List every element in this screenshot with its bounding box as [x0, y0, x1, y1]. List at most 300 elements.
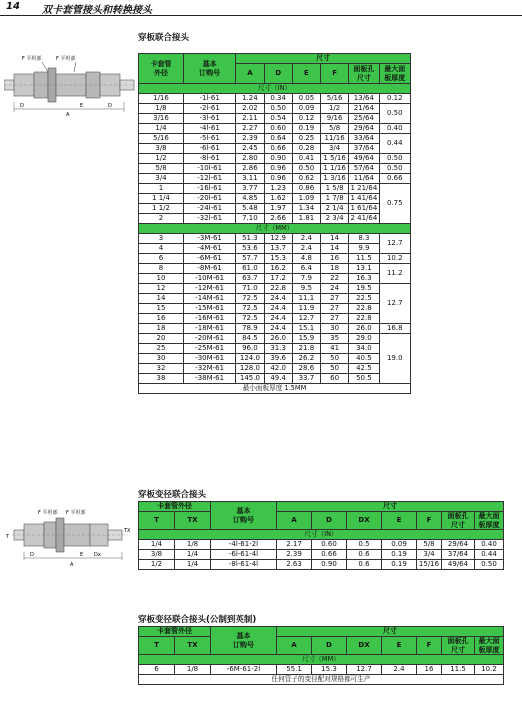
max-thickness-cell: 0.44: [379, 134, 410, 154]
table-row: [139, 324, 411, 334]
table-cell: 1/4: [175, 560, 211, 570]
table-cell: 28.6: [292, 364, 320, 374]
table-cell: 33/64: [349, 134, 379, 144]
table-cell: 9.9: [349, 244, 379, 254]
header-dx: DX: [347, 637, 382, 655]
header-t: T: [139, 512, 175, 530]
header-tx: TX: [175, 512, 211, 530]
header-e: E: [382, 637, 417, 655]
table-cell: 30: [139, 354, 184, 364]
table-cell: 29/64: [442, 540, 475, 550]
table-row: [139, 364, 411, 374]
table-cell: 2.45: [236, 144, 264, 154]
table-cell: 16: [320, 254, 348, 264]
table-cell: 27: [320, 294, 348, 304]
table-cell: 71.0: [236, 284, 264, 294]
table-cell: 1 21/64: [350, 184, 378, 192]
table-cell: -14M-61: [183, 294, 235, 304]
header-hole-size: 面板孔 尺寸: [442, 637, 475, 655]
table-cell: 124.0: [236, 354, 264, 364]
table-cell: 3/4: [320, 144, 348, 154]
table-cell: 22.8: [264, 284, 292, 294]
diagram-label-e: E: [80, 103, 84, 109]
diagram2-label-t: T: [6, 534, 10, 540]
table-cell: -20l-61: [183, 194, 235, 204]
header-size: 尺寸: [277, 627, 504, 637]
header-f: F: [417, 637, 442, 655]
max-thickness-cell: 12.7: [379, 234, 410, 254]
table-cell: -8l-61: [183, 154, 235, 164]
table-cell: 13/64: [349, 94, 379, 104]
table-cell: -6l-61-4l: [211, 550, 277, 560]
diagram2-label-tx: TX: [124, 528, 131, 534]
table-cell: -5l-61: [183, 134, 235, 144]
table-cell: 2.39: [236, 134, 264, 144]
table-cell: 0.44: [475, 550, 504, 560]
table-cell: 1/8: [139, 104, 184, 114]
table-cell: 2.80: [236, 154, 264, 164]
header-max-thickness: 最大面 板厚度: [475, 637, 504, 655]
table-cell: -10l-61: [183, 164, 235, 174]
table-row: [139, 254, 411, 264]
table-cell: 0.50: [292, 164, 320, 174]
table-cell: 11.9: [292, 304, 320, 314]
table-cell: 8.3: [349, 234, 379, 244]
table-cell: 15.3: [312, 665, 347, 675]
table-cell: 1 1/16: [320, 164, 348, 174]
reducing-bulkhead-union-diagram: [4, 508, 136, 568]
table-cell: 40.5: [349, 354, 379, 364]
table-cell: 26.0: [264, 334, 292, 344]
table-cell: 0.05: [292, 94, 320, 104]
table-cell: 55.1: [277, 665, 312, 675]
header-order-number: 基本 订购号: [211, 627, 277, 655]
header-f: F: [417, 512, 442, 530]
table-cell: 0.96: [264, 164, 292, 174]
table-cell: 11.5: [349, 254, 379, 264]
diagram2-label-dx: Dx: [94, 552, 101, 558]
diagram2-label-e: E: [80, 552, 84, 558]
table-cell: 1.62: [264, 194, 292, 204]
table-cell: 61.0: [236, 264, 264, 274]
table-cell: 20: [139, 334, 184, 344]
header-row: [139, 54, 411, 64]
table-row: [139, 94, 411, 104]
max-thickness-cell: 10.2: [379, 254, 410, 264]
table-cell: 24.4: [264, 294, 292, 304]
header-tube-od: 卡套管外径: [139, 502, 211, 512]
table-cell: 1 7/8: [320, 194, 348, 204]
table-cell: 49/64: [442, 560, 475, 570]
table-cell: 145.0: [236, 374, 264, 384]
table-cell: 21/64: [349, 104, 379, 114]
table-cell: 0.60: [264, 124, 292, 134]
table-row: [139, 344, 411, 354]
table-cell: 2.02: [236, 104, 264, 114]
table-cell: 16.2: [264, 264, 292, 274]
table-cell: 12: [139, 284, 184, 294]
header-f: F: [320, 64, 348, 84]
max-thickness-cell: 0.40: [379, 124, 410, 134]
table-cell: 1/8: [175, 540, 211, 550]
table-cell: 16.3: [349, 274, 379, 284]
table-cell: 1/4: [175, 550, 211, 560]
table-cell: -16M-61: [183, 314, 235, 324]
table-cell: 1.23: [264, 184, 292, 194]
table-cell: -6M-61-2l: [211, 665, 277, 675]
table-cell: -12M-61: [183, 284, 235, 294]
table-cell: 15.9: [292, 334, 320, 344]
table-cell: 84.5: [236, 334, 264, 344]
table-cell: 25/64: [349, 114, 379, 124]
unit-row: [139, 530, 504, 540]
table-cell: 2 41/64: [350, 214, 378, 222]
table-cell: 4: [139, 244, 184, 254]
table-cell: 29/64: [349, 124, 379, 134]
footnote: 最小面板厚度 1.5MM: [139, 384, 411, 394]
unit-label: 尺寸（MM）: [139, 655, 504, 665]
table-cell: 1/2: [139, 560, 175, 570]
table-row: [139, 164, 411, 174]
table-cell: 22.5: [349, 294, 379, 304]
table-cell: 0.66: [312, 550, 347, 560]
table-cell: 0.96: [264, 174, 292, 184]
table-cell: 57.7: [236, 254, 264, 264]
table-cell: 11/64: [349, 174, 379, 184]
table-cell: 72.5: [236, 304, 264, 314]
table-cell: 16: [417, 665, 442, 675]
unit-row: [139, 84, 411, 94]
table-cell: 50: [320, 364, 348, 374]
table-cell: 1.24: [236, 94, 264, 104]
table-cell: 0.50: [264, 104, 292, 114]
table-cell: 2: [139, 214, 184, 224]
table-cell: 72.5: [236, 314, 264, 324]
table-cell: 8: [139, 264, 184, 274]
table-cell: 1 3/16: [320, 174, 348, 184]
max-thickness-cell: 11.2: [379, 264, 410, 284]
table-row: [139, 274, 411, 284]
table-cell: 14: [320, 234, 348, 244]
table-cell: 21.8: [292, 344, 320, 354]
header-tx: TX: [175, 637, 211, 655]
table-cell: -32l-61: [183, 214, 235, 224]
table-cell: 2.63: [277, 560, 312, 570]
table-cell: 6: [139, 665, 175, 675]
table-cell: 72.5: [236, 294, 264, 304]
table-cell: -20M-61: [183, 334, 235, 344]
table-cell: 37/64: [349, 144, 379, 154]
table-cell: 37/64: [442, 550, 475, 560]
table-cell: 19.5: [349, 284, 379, 294]
table-cell: 128.0: [236, 364, 264, 374]
footnote: 任何管子的变径配对规格都可生产: [139, 675, 504, 685]
table-row: [139, 104, 411, 114]
table-cell: 1/4: [139, 124, 184, 134]
table-cell: 3/4: [139, 174, 184, 184]
table-cell: 1/16: [139, 94, 184, 104]
diagram-label-flat-2: F 平坦部: [56, 56, 76, 62]
footnote-row: [139, 675, 504, 685]
table-cell: 3.11: [236, 174, 264, 184]
header-size: 尺寸: [277, 502, 504, 512]
diagram2-label-flat-2: F 平坦部: [66, 510, 86, 516]
table-cell: 0.90: [312, 560, 347, 570]
section2-table: [138, 501, 504, 570]
table-cell: -3l-61: [183, 114, 235, 124]
table-cell: -24l-61: [183, 204, 235, 214]
header-hole-size: 面板孔 尺寸: [349, 64, 379, 84]
table-cell: 2 1/4: [320, 204, 348, 214]
table-row: [139, 550, 504, 560]
page-number: 14: [6, 1, 20, 12]
table-row: [139, 114, 411, 124]
table-cell: -3M-61: [183, 234, 235, 244]
header-t: T: [139, 637, 175, 655]
table-cell: 2.39: [277, 550, 312, 560]
table-cell: 1/2: [320, 104, 348, 114]
table-row: [139, 304, 411, 314]
table-cell: 4.85: [236, 194, 264, 204]
table-cell: 49/64: [349, 154, 379, 164]
table-cell: 32: [139, 364, 184, 374]
header-hole-size: 面板孔 尺寸: [442, 512, 475, 530]
table-cell: 41: [320, 344, 348, 354]
table-cell: -4l-61: [183, 124, 235, 134]
table-row: [139, 540, 504, 550]
table-cell: 0.41: [292, 154, 320, 164]
header-tube-od: 卡套管外径: [139, 627, 211, 637]
table-cell: 24.4: [264, 324, 292, 334]
diagram-label-d2: D: [108, 103, 112, 109]
table-cell: -30M-61: [183, 354, 235, 364]
table-cell: 38: [139, 374, 184, 384]
max-thickness-cell: 0.75: [379, 184, 410, 224]
header-row: [139, 502, 504, 512]
header-d: D: [312, 512, 347, 530]
table-cell: 3.77: [236, 184, 264, 194]
header-a: A: [236, 64, 264, 84]
table-cell: 2.4: [292, 234, 320, 244]
table-cell: 5/8: [139, 164, 184, 174]
table-cell: 12.7: [347, 665, 382, 675]
header-d: D: [264, 64, 292, 84]
table-cell: 0.34: [264, 94, 292, 104]
table-row: [139, 560, 504, 570]
unit-label: 尺寸（IN）: [139, 84, 411, 94]
table-cell: 14: [320, 244, 348, 254]
table-cell: 49.4: [264, 374, 292, 384]
table-cell: 13.7: [264, 244, 292, 254]
table-cell: -32M-61: [183, 364, 235, 374]
table-row: [139, 294, 411, 304]
diagram2-label-a: A: [70, 562, 74, 568]
max-thickness-cell: 16.8: [379, 324, 410, 334]
table-cell: 3/8: [139, 550, 175, 560]
table-cell: 7.10: [236, 214, 264, 224]
table-cell: 5/8: [320, 124, 348, 134]
table-cell: 96.0: [236, 344, 264, 354]
table-row: [139, 214, 411, 224]
header-order-number: 基本 订购号: [183, 54, 235, 84]
unit-row: [139, 655, 504, 665]
table-cell: 6.4: [292, 264, 320, 274]
section1-table: [138, 53, 411, 394]
diagram-label-d1: D: [20, 103, 24, 109]
table-cell: -4M-61: [183, 244, 235, 254]
table-cell: 24.4: [264, 314, 292, 324]
table-cell: -6l-61: [183, 144, 235, 154]
table-cell: 78.9: [236, 324, 264, 334]
unit-label: 尺寸（IN）: [139, 530, 504, 540]
max-thickness-cell: 0.66: [379, 174, 410, 184]
table-row: [139, 374, 411, 384]
table-cell: 3/8: [139, 144, 184, 154]
diagram-label-a: A: [66, 112, 70, 118]
table-cell: 53.6: [236, 244, 264, 254]
table-row: [139, 184, 411, 194]
table-cell: 42.5: [349, 364, 379, 374]
table-cell: 0.50: [475, 560, 504, 570]
table-cell: 5/16: [139, 134, 184, 144]
diagram2-label-d: D: [30, 552, 34, 558]
table-cell: 1: [139, 184, 184, 194]
table-cell: 2.4: [292, 244, 320, 254]
table-cell: 11.1: [292, 294, 320, 304]
table-cell: 10: [139, 274, 184, 284]
table-cell: 33.7: [292, 374, 320, 384]
table-cell: 1 61/64: [350, 204, 378, 212]
table-cell: -38M-61: [183, 374, 235, 384]
table-cell: 15.1: [292, 324, 320, 334]
table-cell: 18: [320, 264, 348, 274]
table-cell: 2.17: [277, 540, 312, 550]
table-cell: 11/16: [320, 134, 348, 144]
diagram2-label-flat-1: F 平坦部: [38, 510, 58, 516]
table-cell: -10M-61: [183, 274, 235, 284]
page-title: 双卡套管接头和转换接头: [42, 5, 152, 16]
table-cell: 51.3: [236, 234, 264, 244]
table-cell: 39.6: [264, 354, 292, 364]
section3-table: [138, 626, 504, 685]
unit-label: 尺寸（MM）: [139, 224, 411, 234]
table-cell: -12l-61: [183, 174, 235, 184]
table-row: [139, 665, 504, 675]
table-cell: 29.0: [349, 334, 379, 344]
table-row: [139, 264, 411, 274]
table-cell: 63.7: [236, 274, 264, 284]
header-d: D: [312, 637, 347, 655]
table-cell: 1 5/8: [320, 184, 348, 194]
table-cell: 35: [320, 334, 348, 344]
table-cell: 15/16: [417, 560, 442, 570]
table-cell: 26.2: [292, 354, 320, 364]
table-cell: 13.1: [349, 264, 379, 274]
table-cell: 0.5: [347, 540, 382, 550]
table-cell: 5/16: [320, 94, 348, 104]
header-order-number: 基本 订购号: [211, 502, 277, 530]
table-cell: 1.81: [292, 214, 320, 224]
table-cell: -16l-61: [183, 184, 235, 194]
table-cell: 1/4: [139, 540, 175, 550]
footnote-row: [139, 384, 411, 394]
table-row: [139, 284, 411, 294]
table-cell: 31.3: [264, 344, 292, 354]
table-cell: 22: [320, 274, 348, 284]
table-cell: 2.86: [236, 164, 264, 174]
bulkhead-union-diagram: [4, 52, 136, 118]
table-cell: 27: [320, 304, 348, 314]
table-row: [139, 314, 411, 324]
table-cell: -18M-61: [183, 324, 235, 334]
table-cell: 15: [139, 304, 184, 314]
table-cell: -15M-61: [183, 304, 235, 314]
table-cell: 6: [139, 254, 184, 264]
table-cell: 1.34: [292, 204, 320, 214]
table-cell: 22.8: [349, 314, 379, 324]
header-a: A: [277, 512, 312, 530]
table-cell: 0.90: [264, 154, 292, 164]
table-cell: -8M-61: [183, 264, 235, 274]
table-cell: 0.64: [264, 134, 292, 144]
table-cell: 12.7: [292, 314, 320, 324]
table-cell: -4l-61-2l: [211, 540, 277, 550]
table-cell: 0.66: [264, 144, 292, 154]
table-cell: 5/8: [417, 540, 442, 550]
table-cell: 1/8: [175, 665, 211, 675]
table-cell: 0.62: [292, 174, 320, 184]
table-cell: 0.09: [292, 104, 320, 114]
table-cell: -6M-61: [183, 254, 235, 264]
table-cell: 0.6: [347, 550, 382, 560]
table-cell: 17.2: [264, 274, 292, 284]
table-cell: 1 1/2: [139, 204, 184, 214]
table-cell: 30: [320, 324, 348, 334]
max-thickness-cell: 0.50: [379, 104, 410, 124]
table-cell: 2.66: [264, 214, 292, 224]
table-row: [139, 154, 411, 164]
table-cell: 1 5/16: [320, 154, 348, 164]
table-cell: 9.5: [292, 284, 320, 294]
table-cell: 2.27: [236, 124, 264, 134]
header-dx: DX: [347, 512, 382, 530]
table-cell: -2l-61: [183, 104, 235, 114]
table-row: [139, 144, 411, 154]
max-thickness-cell: 0.50: [379, 154, 410, 164]
table-cell: 1.09: [292, 194, 320, 204]
table-row: [139, 234, 411, 244]
section3-title: 穿板变径联合接头(公制到英制): [138, 615, 257, 625]
table-row: [139, 204, 411, 214]
table-row: [139, 334, 411, 344]
table-cell: 0.40: [475, 540, 504, 550]
max-thickness-cell: 12.7: [379, 284, 410, 324]
table-cell: 0.6: [347, 560, 382, 570]
table-cell: 2.11: [236, 114, 264, 124]
max-thickness-cell: 0.50: [379, 164, 410, 174]
max-thickness-cell: 0.12: [379, 94, 410, 104]
header-max-thickness: 最大面 板厚度: [475, 512, 504, 530]
table-row: [139, 134, 411, 144]
table-cell: 1 1/4: [139, 194, 184, 204]
header-tube-od: 卡套管 外径: [139, 54, 184, 84]
table-cell: 0.09: [382, 540, 417, 550]
table-cell: -25M-61: [183, 344, 235, 354]
unit-row: [139, 224, 411, 234]
table-cell: 14: [139, 294, 184, 304]
table-cell: 50.5: [349, 374, 379, 384]
table-cell: 10.2: [475, 665, 504, 675]
